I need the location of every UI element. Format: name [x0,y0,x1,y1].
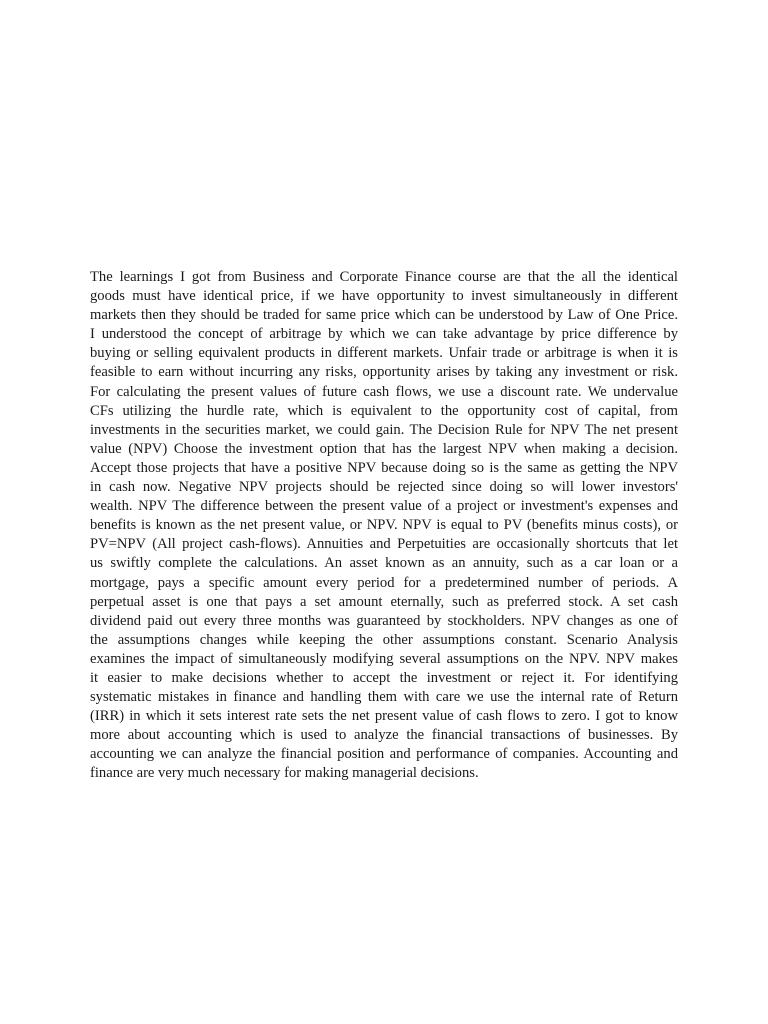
paragraph-line: finance are very much necessary for making managerial decisions. [90,765,479,782]
paragraph-line: more about accounting which is used to analyze the financial transactions of businesses. By [90,727,678,744]
paragraph-line: Accept those projects that have a positive NPV because doing so is the same as getting the NPV [90,459,678,476]
paragraph-line: investments in the securities market, we could gain. The Decision Rule for NPV The net present [90,421,678,438]
paragraph-line: in cash now. Negative NPV projects should be rejected since doing so will lower investors' [90,479,678,496]
paragraph-line: dividend paid out every three months was guaranteed by stockholders. NPV changes as one of [90,612,678,629]
paragraph-line: us swiftly complete the calculations. An asset known as an annuity, such as a car loan or a [90,555,678,572]
paragraph-line: examines the impact of simultaneously modifying several assumptions on the NPV. NPV makes [90,650,678,667]
paragraph-line: perpetual asset is one that pays a set amount eternally, such as preferred stock. A set cash [90,593,678,610]
paragraph-line: accounting we can analyze the financial position and performance of companies. Accounting and [90,746,678,763]
paragraph-line: wealth. NPV The difference between the present value of a project or investment's expenses and [90,498,678,515]
paragraph-line: feasible to earn without incurring any risks, opportunity arises by taking any investment or risk. [90,364,678,381]
paragraph-line: goods must have identical price, if we have opportunity to invest simultaneously in different [90,288,678,305]
paragraph-line: CFs utilizing the hurdle rate, which is equivalent to the opportunity cost of capital, from [90,402,678,419]
paragraph-line: (IRR) in which it sets interest rate sets the net present value of cash flows to zero. I got to know [90,708,678,725]
paragraph-line: buying or selling equivalent products in different markets. Unfair trade or arbitrage is when it is [90,345,678,362]
body-paragraph [90,268,678,784]
paragraph-line: systematic mistakes in finance and handling them with care we use the internal rate of Return [90,689,678,706]
paragraph-line: mortgage, pays a specific amount every period for a predetermined number of periods. A [90,574,678,591]
paragraph-line: The learnings I got from Business and Corporate Finance course are that the all the identical [90,269,678,285]
paragraph-line: value (NPV) Choose the investment option that has the largest NPV when making a decision. [90,440,678,457]
paragraph-line: benefits is known as the net present value, or NPV. NPV is equal to PV (benefits minus costs), or [90,517,678,534]
paragraph-line: I understood the concept of arbitrage by which we can take advantage by price difference by [90,326,678,343]
paragraph-line: For calculating the present values of future cash flows, we use a discount rate. We undervalue [90,383,678,400]
paragraph-line: the assumptions changes while keeping the other assumptions constant. Scenario Analysis [90,631,678,648]
paragraph-line: it easier to make decisions whether to accept the investment or reject it. For identifying [90,669,678,686]
paragraph-line: markets then they should be traded for same price which can be understood by Law of One Price. [90,307,678,324]
paragraph-line: PV=NPV (All project cash-flows). Annuities and Perpetuities are occasionally shortcuts that let [90,536,678,553]
